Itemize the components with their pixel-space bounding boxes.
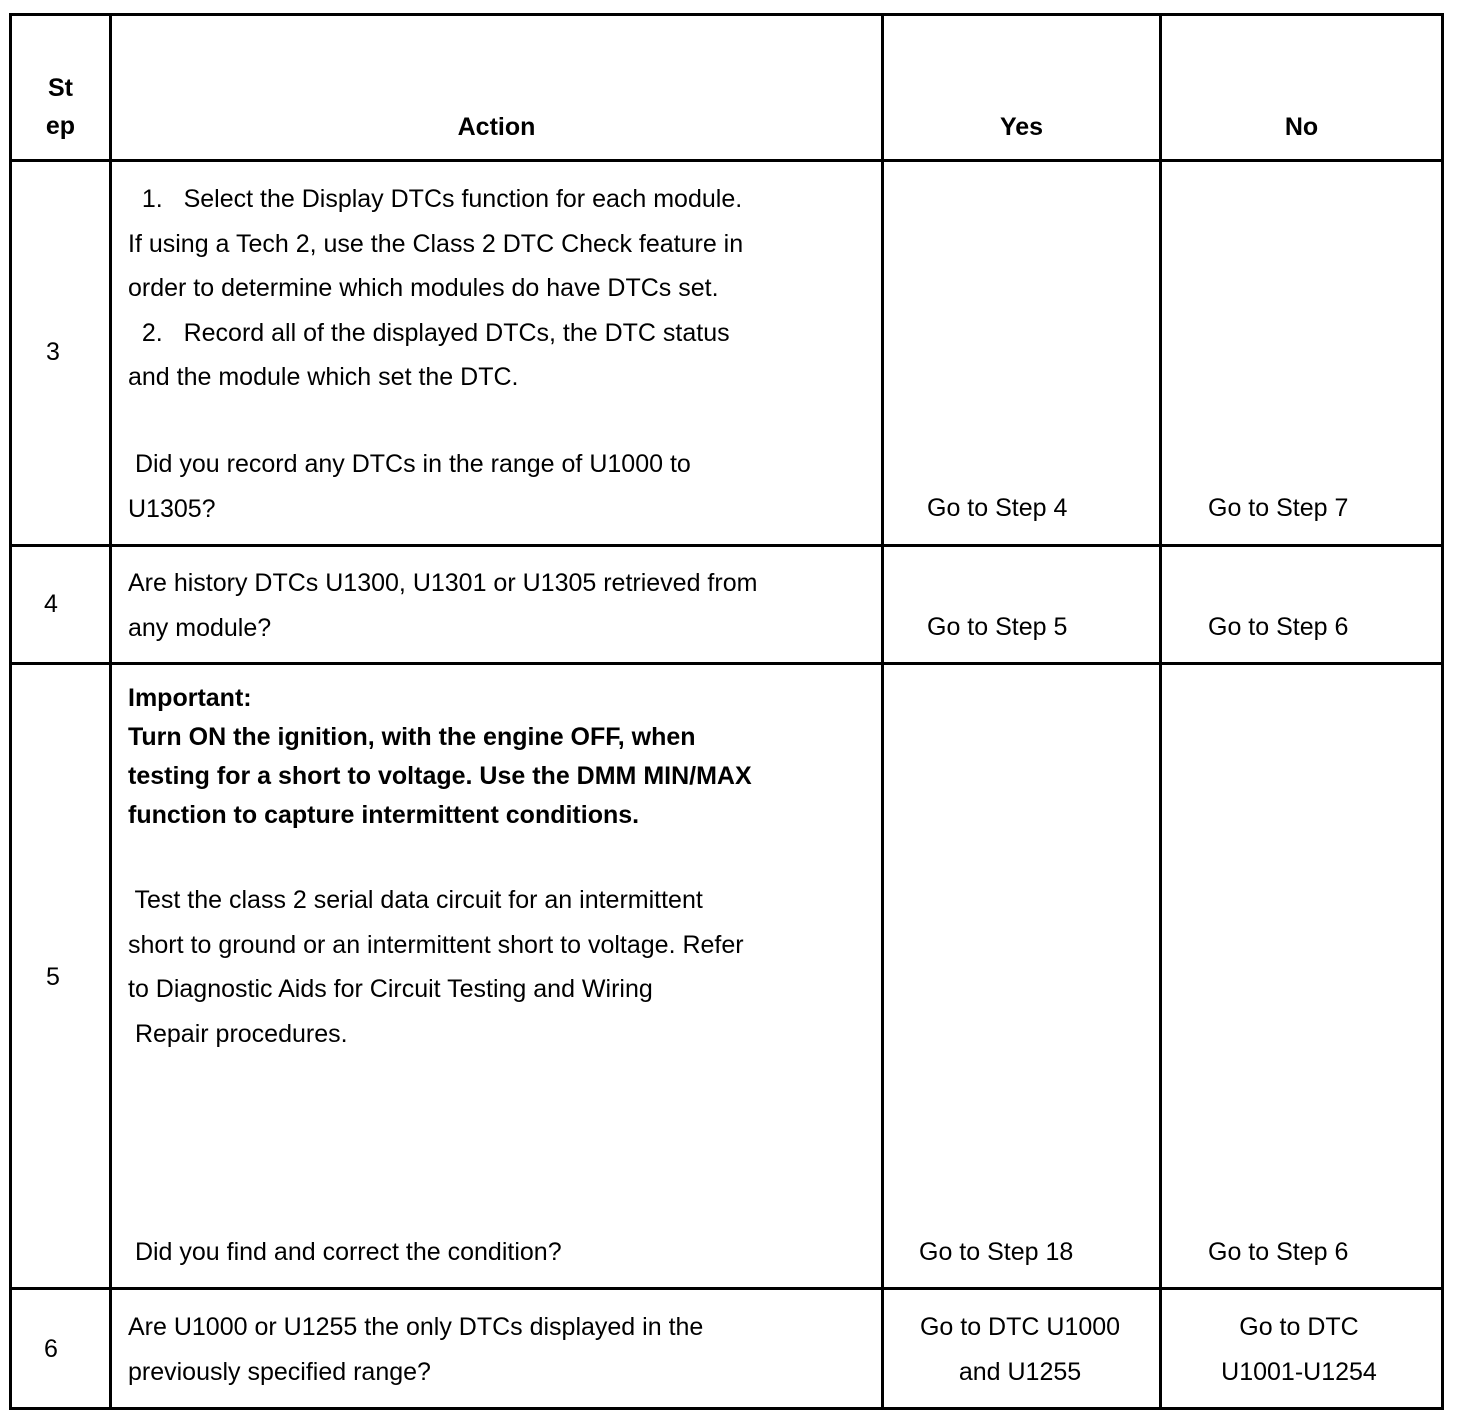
no-result: Go to DTC U1001-U1254 (1221, 1313, 1377, 1386)
row-divider (9, 662, 1444, 665)
table-border-left (9, 13, 12, 1410)
action-question: Did you find and correct the condition? (128, 1238, 562, 1266)
action-question: Are history DTCs U1300, U1301 or U1305 retrieved from any module? (128, 569, 758, 642)
step-number: 3 (46, 338, 60, 366)
no-result: Go to Step 6 (1208, 613, 1349, 641)
yes-result: Go to Step 4 (927, 494, 1068, 522)
yes-result: Go to DTC U1000 and U1255 (919, 1313, 1121, 1386)
action-instructions: Test the class 2 serial data circuit for an intermittent short to ground or an intermittent short to voltage. Refer to Diagnostic Aids for Circuit Testing and Wiring Repair procedures. (128, 886, 744, 1048)
column-divider (109, 13, 112, 1410)
column-divider (881, 13, 884, 1410)
step-number: 6 (44, 1335, 58, 1363)
table-border-top (9, 13, 1444, 16)
yes-result: Go to Step 18 (919, 1238, 1074, 1266)
header-action: Action (457, 113, 536, 141)
step-number: 4 (44, 590, 58, 618)
no-result: Go to Step 6 (1208, 1238, 1349, 1266)
action-question: Did you record any DTCs in the range of U1000 to U1305? (128, 450, 691, 523)
header-divider (9, 159, 1444, 162)
table-border-bottom (9, 1407, 1444, 1410)
header-no: No (1284, 113, 1319, 141)
no-result: Go to Step 7 (1208, 494, 1349, 522)
column-divider (1159, 13, 1162, 1410)
diagnostic-table (9, 13, 1444, 1410)
table-border-right (1441, 13, 1444, 1410)
important-note: Important: Turn ON the ignition, with the engine OFF, when testing for a short to voltage. Use the DMM MIN/MAX function to capture intermittent conditions. (128, 684, 752, 829)
row-divider (9, 544, 1444, 547)
header-yes: Yes (999, 113, 1044, 141)
yes-result: Go to Step 5 (927, 613, 1068, 641)
step-number: 5 (46, 963, 60, 991)
action-question: Are U1000 or U1255 the only DTCs displayed in the previously specified range? (128, 1313, 704, 1386)
row-divider (9, 1287, 1444, 1290)
header-step: St ep (45, 74, 76, 140)
action-instructions: 1. Select the Display DTCs function for each module. If using a Tech 2, use the Class 2 DTC Check feature in order to determine which modules do have DTCs set. 2. Record all of the displayed DTCs, the DTC status and the module which set the DTC. (128, 185, 744, 391)
